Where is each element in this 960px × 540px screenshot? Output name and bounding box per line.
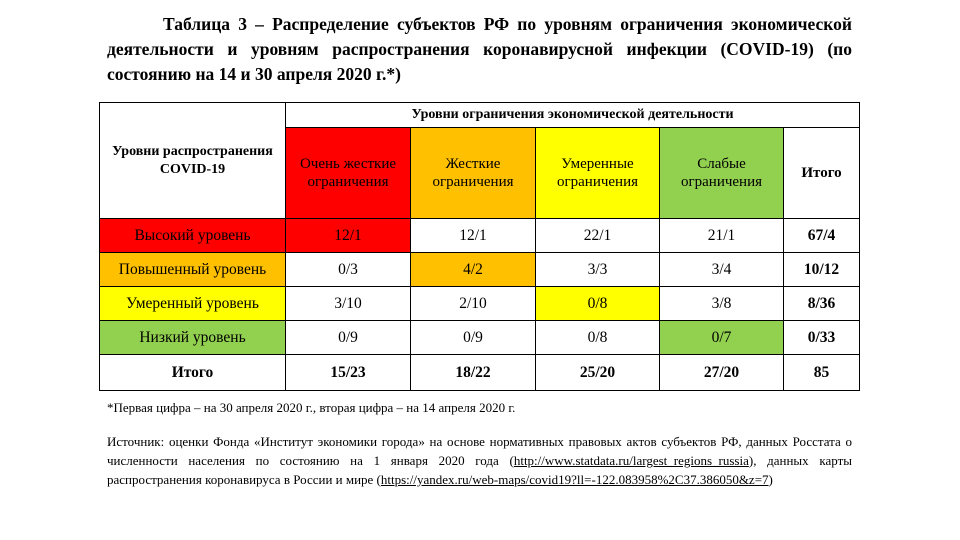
source-text: ), данных карты распространения коронавируса в России и мире ( bbox=[107, 453, 852, 487]
total-row bbox=[100, 355, 860, 391]
distribution-table bbox=[99, 102, 860, 391]
col-header-weak: Слабые ограничения bbox=[660, 128, 784, 219]
table-cell: 4/2 bbox=[411, 253, 536, 287]
restriction-levels-header: Уровни ограничения экономической деятельности bbox=[286, 103, 860, 128]
row-label-moderate: Умеренный уровень bbox=[100, 287, 286, 321]
total-row-label: Итого bbox=[100, 355, 286, 391]
table-cell: 0/8 bbox=[536, 287, 660, 321]
corner-header: Уровни распространения COVID-19 bbox=[100, 103, 286, 219]
statdata-link[interactable]: http://www.statdata.ru/largest_regions_russia bbox=[513, 453, 749, 468]
total-cell: 18/22 bbox=[411, 355, 536, 391]
row-total-cell: 8/36 bbox=[784, 287, 860, 321]
table-cell: 12/1 bbox=[286, 219, 411, 253]
table-cell: 3/4 bbox=[660, 253, 784, 287]
table-cell: 3/8 bbox=[660, 287, 784, 321]
yandex-map-link[interactable]: https://yandex.ru/web-maps/covid19?ll=-122.083958%2C37.386050&z=7 bbox=[380, 472, 769, 487]
table-row bbox=[100, 219, 860, 253]
row-label-low: Низкий уровень bbox=[100, 321, 286, 355]
total-cell: 25/20 bbox=[536, 355, 660, 391]
table-cell: 22/1 bbox=[536, 219, 660, 253]
source-text: Источник: оценки Фонда «Институт экономики города» на основе нормативных правовых актов субъектов РФ, данных Росстата о численности населения по состоянию на 1 января 2020 года ( bbox=[107, 434, 852, 468]
col-header-total: Итого bbox=[784, 128, 860, 219]
row-total-cell: 10/12 bbox=[784, 253, 860, 287]
source-note bbox=[107, 432, 852, 489]
table-cell: 0/9 bbox=[411, 321, 536, 355]
table-title: Таблица 3 – Распределение субъектов РФ по уровням ограничения экономической деятельности и уровням распространения коронавирусной инфекции (COVID-19) (по состоянию на 14 и 30 апреля 2020 г.*) bbox=[107, 14, 852, 84]
table-cell: 0/8 bbox=[536, 321, 660, 355]
table-cell: 3/3 bbox=[536, 253, 660, 287]
total-cell: 15/23 bbox=[286, 355, 411, 391]
footnote: *Первая цифра – на 30 апреля 2020 г., вторая цифра – на 14 апреля 2020 г. bbox=[107, 400, 516, 415]
table-cell: 0/7 bbox=[660, 321, 784, 355]
table-cell: 3/10 bbox=[286, 287, 411, 321]
row-label-high: Высокий уровень bbox=[100, 219, 286, 253]
table-row bbox=[100, 253, 860, 287]
table-cell: 21/1 bbox=[660, 219, 784, 253]
grand-total-cell: 85 bbox=[784, 355, 860, 391]
table-row bbox=[100, 287, 860, 321]
total-cell: 27/20 bbox=[660, 355, 784, 391]
row-total-cell: 0/33 bbox=[784, 321, 860, 355]
table-cell: 12/1 bbox=[411, 219, 536, 253]
row-total-cell: 67/4 bbox=[784, 219, 860, 253]
col-header-strict: Жесткие ограничения bbox=[411, 128, 536, 219]
col-header-very-strict: Очень жесткие ограничения bbox=[286, 128, 411, 219]
source-text: ) bbox=[768, 472, 773, 487]
table-cell: 0/9 bbox=[286, 321, 411, 355]
row-label-elevated: Повышенный уровень bbox=[100, 253, 286, 287]
table-cell: 0/3 bbox=[286, 253, 411, 287]
table-row bbox=[100, 321, 860, 355]
table-cell: 2/10 bbox=[411, 287, 536, 321]
col-header-moderate: Умеренные ограничения bbox=[536, 128, 660, 219]
